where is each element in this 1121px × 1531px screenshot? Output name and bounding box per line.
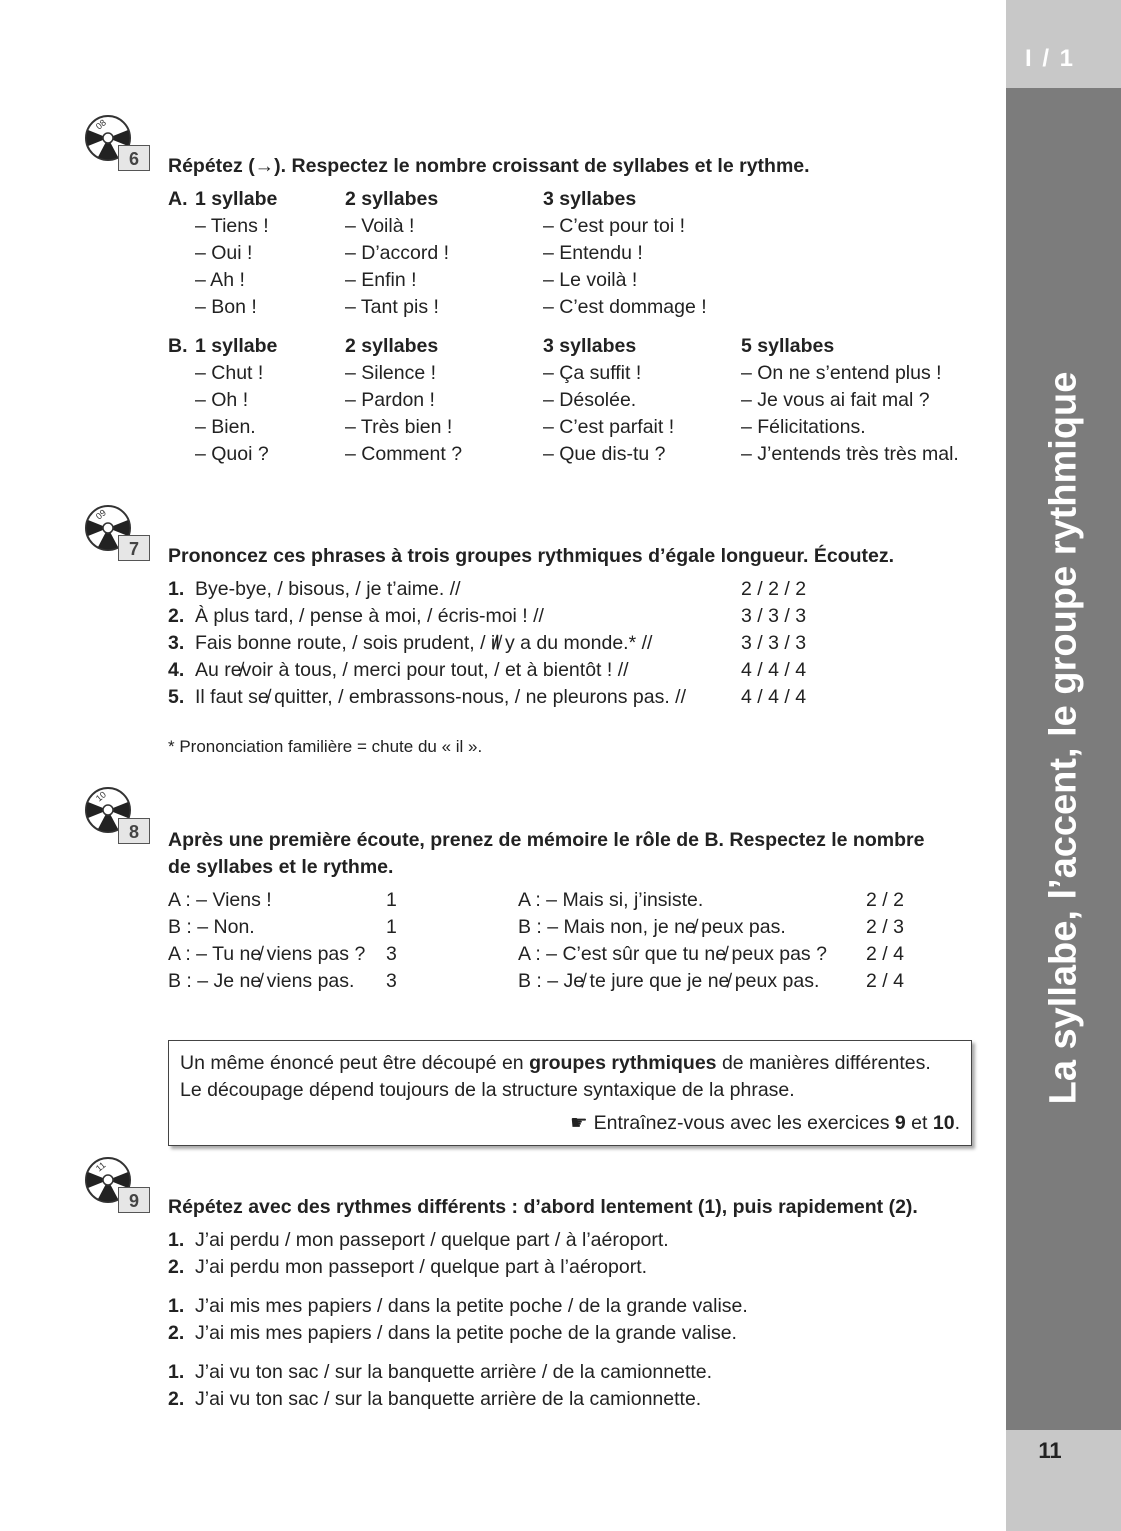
list-item: – Ah !: [195, 269, 245, 291]
list-item: – J’entends très très mal.: [741, 443, 959, 465]
sidebar-top-tab: [1006, 0, 1121, 88]
exercise-number: 7: [118, 535, 150, 561]
chapter-title: La syllabe, l’accent, le groupe rythmique: [1042, 371, 1085, 1105]
sentence: J’ai mis mes papiers / dans la petite poche de la grande valise.: [195, 1322, 737, 1344]
dialogue-line: B : – Mais non, je ne̸ peux pas.: [518, 916, 786, 938]
syllable-count: 2 / 3: [866, 916, 904, 938]
syllable-count: 3: [386, 943, 397, 965]
rhythm-count: 3 / 3 / 3: [741, 605, 807, 627]
syllable-count: 2 / 4: [866, 943, 904, 965]
part-label: A.: [168, 188, 188, 210]
exercise-instruction: Prononcez ces phrases à trois groupes rythmiques d’égale longueur. Écoutez.: [168, 545, 895, 567]
exercise-instruction: de syllabes et le rythme.: [168, 856, 394, 878]
note-crossref: ☛ Entraînez-vous avec les exercices 9 et 10.: [570, 1112, 960, 1134]
syllable-count: 1: [386, 916, 397, 938]
dialogue-line: B : – Je̸ te jure que je ne̸ peux pas.: [518, 970, 820, 992]
column-header: 1 syllabe: [195, 188, 278, 210]
list-item: – Je vous ai fait mal ?: [741, 389, 930, 411]
dialogue-line: A : – Viens !: [168, 889, 272, 911]
note-keyword: groupes rythmiques: [529, 1052, 717, 1074]
rhythm-count: 4 / 4 / 4: [741, 659, 807, 681]
unit-code: I / 1: [1024, 45, 1076, 72]
list-item: – C’est parfait !: [543, 416, 675, 438]
column-header: 2 syllabes: [345, 335, 439, 357]
dialogue-line: A : – Tu ne̸ viens pas ?: [168, 943, 366, 965]
sentence: Au re̸voir à tous, / merci pour tout, / et à bientôt ! //: [195, 659, 629, 681]
syllable-count: 2 / 4: [866, 970, 904, 992]
sentence: J’ai vu ton sac / sur la banquette arrière de la camionnette.: [195, 1388, 702, 1410]
list-item: – Entendu !: [543, 242, 643, 264]
line-number: 2.: [168, 1322, 185, 1344]
list-item: – Le voilà !: [543, 269, 638, 291]
line-number: 1.: [168, 1361, 185, 1383]
cd-track-number: 10: [93, 789, 108, 804]
syllable-count: 2 / 2: [866, 889, 904, 911]
list-item: – C’est dommage !: [543, 296, 707, 318]
list-item: – Chut !: [195, 362, 264, 384]
rhythm-count: 4 / 4 / 4: [741, 686, 807, 708]
list-item: – Voilà !: [345, 215, 415, 237]
sentence: Il faut se̸ quitter, / embrassons-nous, / ne pleurons pas. //: [195, 686, 687, 708]
exercise-instruction: Répétez (→). Respectez le nombre croissant de syllabes et le rythme.: [168, 155, 810, 177]
sentence: À plus tard, / pense à moi, / écris-moi ! //: [195, 605, 544, 627]
list-item: – C’est pour toi !: [543, 215, 685, 237]
cd-track-number: 11: [93, 1159, 108, 1174]
sentence: Fais bonne route, / sois prudent, / i̸l̸ y a du monde.* //: [195, 632, 653, 654]
column-header: 3 syllabes: [543, 335, 637, 357]
note-line: Le découpage dépend toujours de la structure syntaxique de la phrase.: [180, 1079, 795, 1101]
rhythm-count: 3 / 3 / 3: [741, 632, 807, 654]
line-number: 1.: [168, 1295, 185, 1317]
exercise-number: 8: [118, 818, 150, 844]
rhythm-count: 2 / 2 / 2: [741, 578, 807, 600]
rule-note-box: [168, 1040, 972, 1146]
dialogue-line: A : – C’est sûr que tu ne̸ peux pas ?: [518, 943, 827, 965]
line-number: 1.: [168, 578, 185, 600]
footnote: * Prononciation familière = chute du « il ».: [168, 737, 483, 756]
sentence: Bye-bye, / bisous, / je t’aime. //: [195, 578, 461, 600]
list-item: – Silence !: [345, 362, 437, 384]
line-number: 3.: [168, 632, 185, 654]
list-item: – On ne s’entend plus !: [741, 362, 942, 384]
list-item: – Quoi ?: [195, 443, 269, 465]
list-item: – Bien.: [195, 416, 256, 438]
sentence: J’ai perdu / mon passeport / quelque part / à l’aéroport.: [195, 1229, 669, 1251]
list-item: – Ça suffit !: [543, 362, 642, 384]
line-number: 1.: [168, 1229, 185, 1251]
part-label: B.: [168, 335, 188, 357]
list-item: – Tiens !: [195, 215, 269, 237]
sentence: J’ai vu ton sac / sur la banquette arrière / de la camionnette.: [195, 1361, 713, 1383]
exercise-instruction: Répétez avec des rythmes différents : d’abord lentement (1), puis rapidement (2).: [168, 1196, 918, 1218]
exercise-instruction: Après une première écoute, prenez de mémoire le rôle de B. Respectez le nombre: [168, 829, 925, 851]
sentence: J’ai mis mes papiers / dans la petite poche / de la grande valise.: [195, 1295, 748, 1317]
pointing-hand-icon: ☛: [570, 1112, 588, 1134]
syllable-count: 3: [386, 970, 397, 992]
exercise-number: 6: [118, 145, 150, 171]
note-line: Un même énoncé peut être découpé en groupes rythmiques de manières différentes.: [180, 1052, 931, 1074]
list-item: – Félicitations.: [741, 416, 866, 438]
list-item: – Oh !: [195, 389, 249, 411]
list-item: – Enfin !: [345, 269, 417, 291]
page-number: 11: [1038, 1438, 1062, 1463]
column-header: 1 syllabe: [195, 335, 278, 357]
column-header: 3 syllabes: [543, 188, 637, 210]
line-number: 2.: [168, 1256, 185, 1278]
list-item: – Que dis-tu ?: [543, 443, 666, 465]
line-number: 2.: [168, 1388, 185, 1410]
list-item: – Comment ?: [345, 443, 463, 465]
cd-track-number: 08: [93, 117, 108, 132]
sentence: J’ai perdu mon passeport / quelque part à l’aéroport.: [195, 1256, 648, 1278]
exercise-number: 9: [118, 1187, 150, 1213]
line-number: 4.: [168, 659, 185, 681]
list-item: – Oui !: [195, 242, 253, 264]
list-item: – Très bien !: [345, 416, 453, 438]
list-item: – D’accord !: [345, 242, 450, 264]
column-header: 5 syllabes: [741, 335, 835, 357]
cd-track-number: 09: [93, 507, 108, 522]
syllable-count: 1: [386, 889, 397, 911]
list-item: – Pardon !: [345, 389, 435, 411]
list-item: – Désolée.: [543, 389, 637, 411]
line-number: 5.: [168, 686, 185, 708]
dialogue-line: A : – Mais si, j’insiste.: [518, 889, 704, 911]
list-item: – Tant pis !: [345, 296, 439, 318]
dialogue-line: B : – Non.: [168, 916, 255, 938]
list-item: – Bon !: [195, 296, 257, 318]
dialogue-line: B : – Je ne̸ viens pas.: [168, 970, 355, 992]
column-header: 2 syllabes: [345, 188, 439, 210]
line-number: 2.: [168, 605, 185, 627]
